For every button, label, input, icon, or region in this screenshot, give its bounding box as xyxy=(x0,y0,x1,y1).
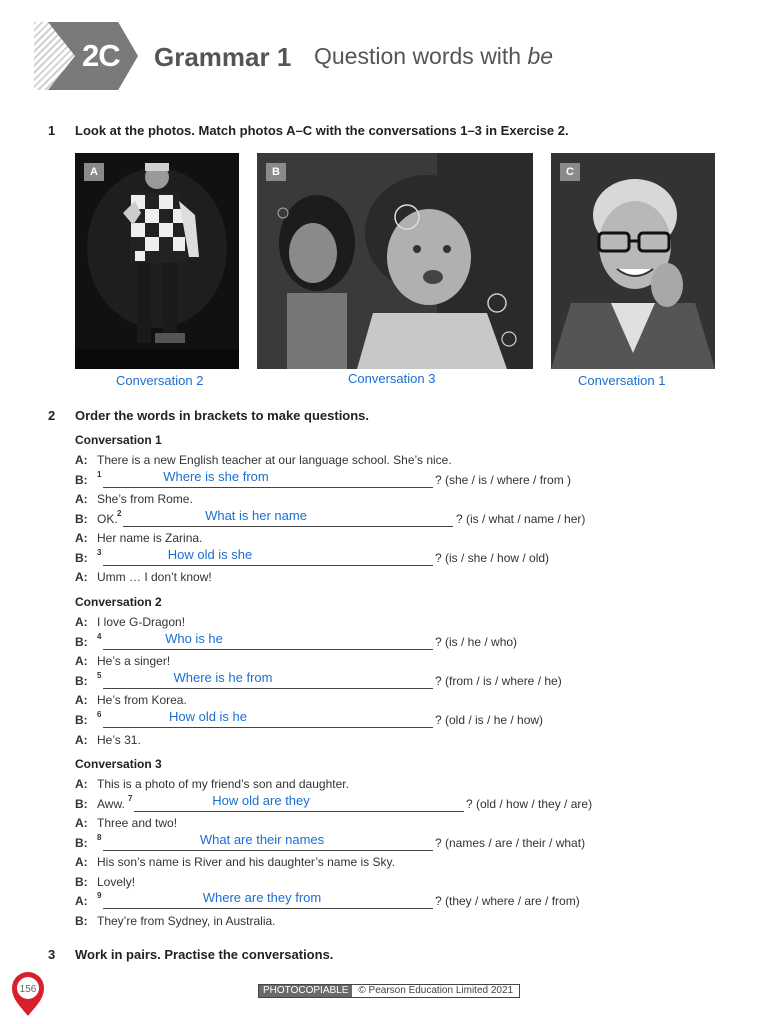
answer-input-5[interactable]: Where is he from xyxy=(173,670,273,685)
line-text: Lovely! xyxy=(97,875,136,889)
word-hint: ? (from / is / where / he) xyxy=(435,674,562,688)
exercise-1-number: 1 xyxy=(48,123,56,138)
answer-line xyxy=(103,688,433,689)
subtitle-italic: be xyxy=(527,43,554,69)
exercise-2-instruction: Order the words in brackets to make questions. xyxy=(75,408,370,423)
word-hint: ? (names / are / their / what) xyxy=(435,836,586,850)
gap-number: 9 xyxy=(97,891,102,900)
speaker: A: xyxy=(75,654,88,668)
answer-line xyxy=(134,811,464,812)
exercise-3-instruction: Work in pairs. Practise the conversations. xyxy=(75,947,334,962)
line-text: His son’s name is River and his daughter’s name is Sky. xyxy=(97,855,395,869)
line-prefix: OK. xyxy=(97,512,118,526)
word-hint: ? (is / she / how / old) xyxy=(435,551,550,565)
speaker: A: xyxy=(75,855,88,869)
answer-input-4[interactable]: Who is he xyxy=(165,631,223,646)
speaker: A: xyxy=(75,531,88,545)
unit-tab xyxy=(34,22,138,90)
unit-code: 2C xyxy=(82,38,120,73)
line-text: Three and two! xyxy=(97,816,178,830)
photo-b-letter: B xyxy=(266,163,286,181)
gap-number: 4 xyxy=(97,632,102,641)
word-hint: ? (old / is / he / how) xyxy=(435,713,544,727)
line-text: They’re from Sydney, in Australia. xyxy=(97,914,276,928)
exercise-2-number: 2 xyxy=(48,408,56,423)
speaker: B: xyxy=(75,551,88,565)
word-hint: ? (she / is / where / from ) xyxy=(435,473,572,487)
word-hint: ? (old / how / they / are) xyxy=(466,797,593,811)
gap-number: 1 xyxy=(97,470,102,479)
answer-input-7[interactable]: How old are they xyxy=(212,793,310,808)
answer-line xyxy=(103,908,433,909)
answer-line xyxy=(103,850,433,851)
gap-number: 5 xyxy=(97,671,102,680)
conversation-3-title: Conversation 3 xyxy=(75,757,162,771)
speaker: A: xyxy=(75,777,88,791)
photo-a xyxy=(75,153,239,369)
speaker: B: xyxy=(75,875,88,889)
speaker: B: xyxy=(75,635,88,649)
subtitle-text: Question words with xyxy=(314,43,528,69)
answer-line xyxy=(103,565,433,566)
line-text: This is a photo of my friend’s son and daughter. xyxy=(97,777,349,791)
gap-number: 8 xyxy=(97,833,102,842)
footer-copyright-box xyxy=(258,984,520,998)
photo-c-letter: C xyxy=(560,163,580,181)
photo-a-letter: A xyxy=(84,163,104,181)
answer-line xyxy=(103,487,433,488)
speaker: A: xyxy=(75,816,88,830)
speaker: B: xyxy=(75,914,88,928)
page-number: 156 xyxy=(19,984,37,995)
answer-input-2[interactable]: What is her name xyxy=(205,508,307,523)
page-title: Grammar 1 xyxy=(154,42,292,72)
gap-number: 2 xyxy=(117,509,122,518)
photo-b-caption: Conversation 3 xyxy=(348,371,436,386)
answer-input-8[interactable]: What are their names xyxy=(199,832,325,847)
speaker: A: xyxy=(75,570,88,584)
speaker: A: xyxy=(75,453,88,467)
exercise-3-number: 3 xyxy=(48,947,56,962)
speaker: B: xyxy=(75,797,88,811)
speaker: A: xyxy=(75,615,88,629)
line-prefix: Aww. xyxy=(97,797,125,811)
answer-input-6[interactable]: How old is he xyxy=(168,709,248,724)
gap-number: 6 xyxy=(97,710,102,719)
speaker: B: xyxy=(75,473,88,487)
photo-b-image xyxy=(257,153,533,369)
line-text: He’s 31. xyxy=(97,733,141,747)
answer-line xyxy=(103,727,433,728)
word-hint: ? (they / where / are / from) xyxy=(435,894,580,908)
speaker: B: xyxy=(75,674,88,688)
answer-line xyxy=(123,526,453,527)
photo-c-image xyxy=(551,153,715,369)
speaker: A: xyxy=(75,492,88,506)
photo-b xyxy=(257,153,533,369)
line-text: I love G-Dragon! xyxy=(97,615,186,629)
gap-number: 3 xyxy=(97,548,102,557)
line-text: Umm … I don’t know! xyxy=(97,570,212,584)
copyright-text: © Pearson Education Limited 2021 xyxy=(358,985,514,996)
speaker: A: xyxy=(75,733,88,747)
photocopiable-label: PHOTOCOPIABLE xyxy=(259,985,352,997)
line-text: He’s from Korea. xyxy=(97,693,187,707)
photo-c-caption: Conversation 1 xyxy=(578,373,666,388)
speaker: B: xyxy=(75,512,88,526)
speaker: A: xyxy=(75,894,88,908)
word-hint: ? (is / he / who) xyxy=(435,635,518,649)
answer-input-1[interactable]: Where is she from xyxy=(163,469,269,484)
page-subtitle xyxy=(314,43,553,70)
answer-input-9[interactable]: Where are they from xyxy=(202,890,322,905)
speaker: B: xyxy=(75,836,88,850)
word-hint: ? (is / what / name / her) xyxy=(456,512,586,526)
speaker: A: xyxy=(75,693,88,707)
photo-a-image xyxy=(75,153,239,369)
answer-input-3[interactable]: How old is she xyxy=(167,547,253,562)
gap-number: 7 xyxy=(128,794,133,803)
exercise-1-instruction: Look at the photos. Match photos A–C with the conversations 1–3 in Exercise 2. xyxy=(75,123,569,138)
line-text: There is a new English teacher at our language school. She’s nice. xyxy=(97,453,452,467)
photo-c xyxy=(551,153,715,369)
answer-line xyxy=(103,649,433,650)
line-text: She’s from Rome. xyxy=(97,492,193,506)
photo-a-caption: Conversation 2 xyxy=(116,373,204,388)
line-text: He’s a singer! xyxy=(97,654,171,668)
line-text: Her name is Zarina. xyxy=(97,531,203,545)
speaker: B: xyxy=(75,713,88,727)
conversation-1-title: Conversation 1 xyxy=(75,433,162,447)
conversation-2-title: Conversation 2 xyxy=(75,595,162,609)
